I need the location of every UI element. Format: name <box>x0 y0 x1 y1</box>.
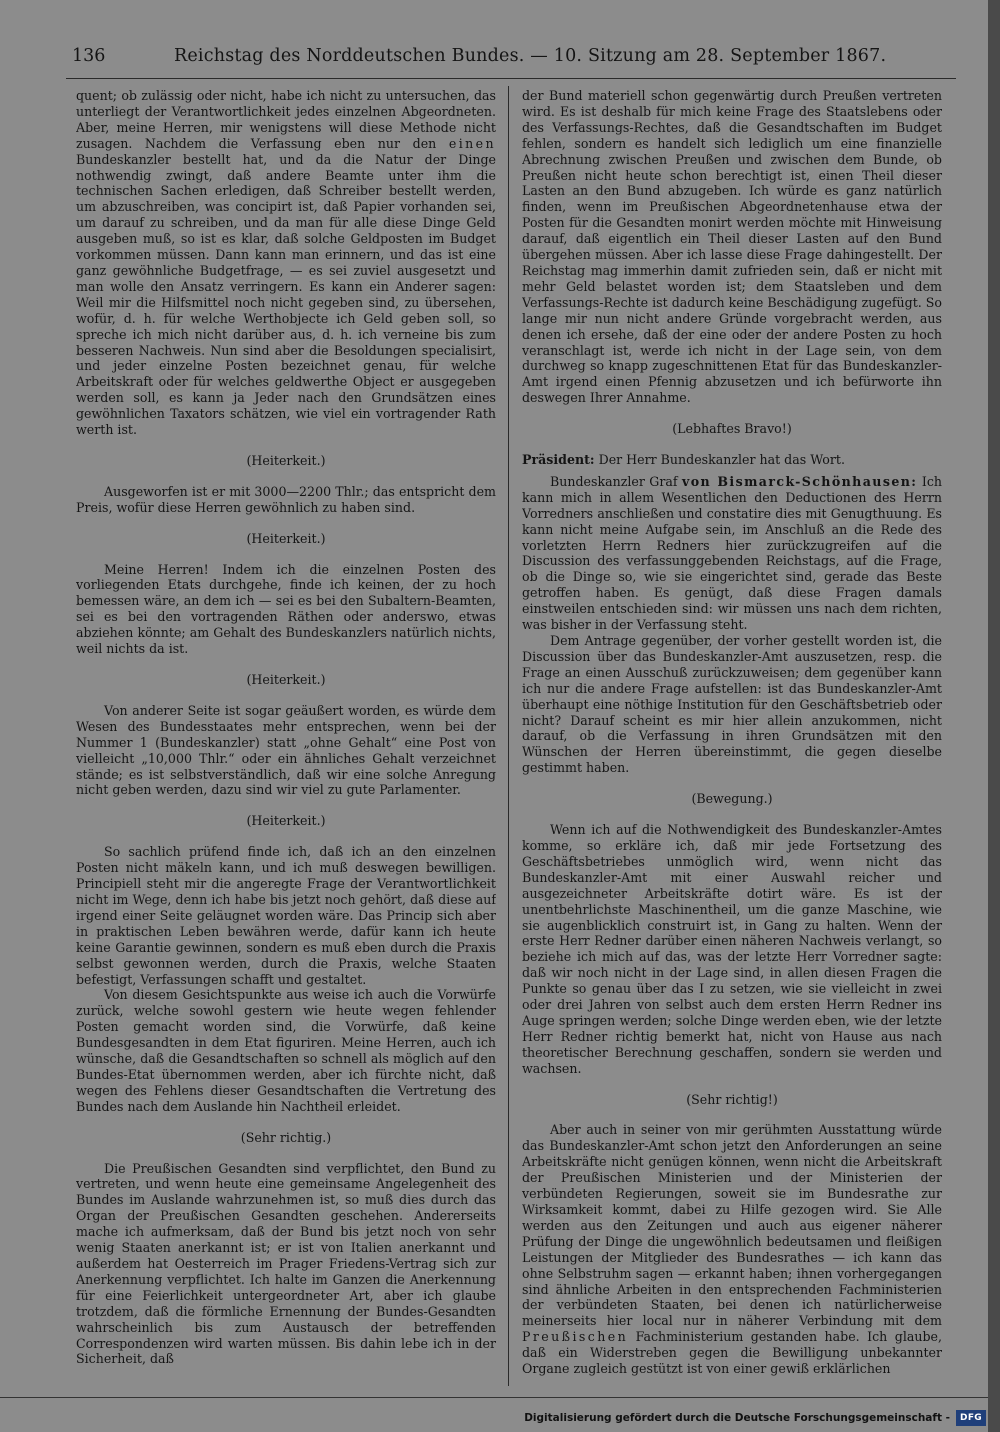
scan-right-edge <box>988 0 1000 1432</box>
paragraph: Dem Antrage gegenüber, der vorher gestellt worden ist, die Discussion über das Bundeskanzler-Amt auszusetzen, resp. die Frage an einen Ausschuß zurückzuweisen; dem gegenüber kann ich nur die andere Frage aufstellen: ist das Bundeskanzler-Amt überhaupt eine nöthige Institution für den Geschäftsbetrieb oder nicht? Darauf scheint es mir hier allein anzukommen, nicht darauf, ob die Verfassung in ihren Grundsätzen mit den Wünschen der Herren übereinstimmt, die gegen dieselbe gestimmt haben. <box>522 633 942 776</box>
interjection: (Heiterkeit.) <box>246 672 326 687</box>
interjection: (Lebhaftes Bravo!) <box>672 421 792 437</box>
paragraph: quent; ob zulässig oder nicht, habe ich nicht zu untersuchen, das unterliegt der Verantwortlichkeit jedes einzelnen Abgeordneten. Aber, meine Herren, mir wenigstens will diese Methode nicht zusagen. Nachdem die Verfassung eben nur den einen Bundeskanzler bestellt hat, und da die Natur der Dinge nothwendig zwingt, daß andere Beamte unter ihm die technischen Sachen erledigen, daß Schreiber bestellt werden, um abzuschreiben, was concipirt ist, daß Papier vorhanden sei, um darauf zu schreiben, und da man für alle diese Dinge Geld ausgeben muß, so ist es klar, daß solche Geldposten im Budget vorkommen müssen. Dann kann man erinnern, und das ist eine ganz gewöhnliche Budgetfrage, — es sei zuviel ausgesetzt und man wolle den Ansatz verringern. Es kann ein Anderer sagen: Weil mir die Hilfsmittel noch nicht gegeben sind, zu übersehen, wofür, d. h. für welche Werthobjecte ich Geld geben soll, so spreche ich mich nicht darüber aus, d. h. ich verneine bis zum besseren Nachweis. Nun sind aber die Besoldungen specialisirt, und jeder einzelne Posten bezeichnet genau, für welche Arbeitskraft oder für welches geldwerthe Object er ausgegeben werden soll, es kann ja Jeder nach den Grundsätzen eines gewöhnlichen Taxators schätzen, wie viel ein vortragender Rath werth ist. <box>76 88 496 438</box>
speaker-name: von Bismarck-Schönhausen: <box>682 473 918 489</box>
paragraph: der Bund materiell schon gegenwärtig durch Preußen vertreten wird. Es ist deshalb für mich keine Frage des Staatslebens oder des Verfassungs-Rechtes, daß die Gesandtschaften im Budget fehlen, sondern es handelt sich lediglich um eine finanzielle Abrechnung zwischen Preußen und zwischen dem Bunde, ob Preußen nicht heute schon berechtigt ist, einen Theil dieser Lasten an den Bund abzugeben. Ich würde es ganz natürlich finden, wenn im Preußischen Abgeordnetenhause etwa der Posten für die Gesandten monirt werden möchte mit Hinweisung darauf, daß eigentlich ein Theil dieser Lasten auf den Bund übergehen müssen. Aber ich lasse diese Frage dahingestellt. Der Reichstag mag immerhin damit zufrieden sein, daß er nicht mit mehr Geld belastet worden ist; dem Staatsleben und dem Verfassungs-Rechte ist dadurch keine Beschädigung zugefügt. So lange mir nun nicht andere Gründe vorgebracht werden, aus denen ich ersehe, daß der eine oder der andere Posten zu hoch veranschlagt ist, werde ich nicht in der Lage sein, von dem durchweg so knapp zugeschnittenen Etat für das Bundeskanzler-Amt irgend einen Pfennig abzusetzen und ich befürworte ihn deswegen Ihrer Annahme. <box>522 88 942 406</box>
speaker-name: Präsident: <box>522 452 595 468</box>
paragraph: Die Preußischen Gesandten sind verpflichtet, den Bund zu vertreten, und wenn heute eine gemeinsame Angelegenheit des Bundes im Auslande wahrzunehmen ist, so muß dies durch das Organ der Preußischen Gesandten geschehen. Andererseits mache ich aufmerksam, daß der Bund bis jetzt noch von sehr wenig Staaten anerkannt ist; er ist von Italien anerkannt und außerdem hat Oesterreich im Prager Friedens-Vertrag sich zur Anerkennung verpflichtet. Ich halte im Ganzen die Anerkennung für eine Feierlichkeit untergeordneter Art, aber ich glaube trotzdem, daß die förmliche Ernennung der Bundes-Gesandten wahrscheinlich bis zum Austausch der betreffenden Correspondenzen wird warten müssen. Bis dahin lebe ich in der Sicherheit, daß <box>76 1160 496 1367</box>
running-title: Reichstag des Norddeutschen Bundes. — 10. Sitzung am 28. September 1867. <box>174 46 887 66</box>
left-column <box>76 88 496 1386</box>
paragraph: Von diesem Gesichtspunkte aus weise ich auch die Vorwürfe zurück, welche sowohl gestern wie heute wegen fehlender Posten gemacht worden sind, die Vorwürfe, daß keine Bundesgesandten in dem Etat figuriren. Meine Herren, auch ich wünsche, daß die Gesandtschaften so schnell als möglich auf den Bundes-Etat übernommen werden, aber ich fürchte nicht, daß wegen des Fehlens dieser Gesandtschaften die Vertretung des Bundes nach dem Auslande hin Nachtheil erleidet. <box>76 987 496 1114</box>
interjection: (Heiterkeit.) <box>246 530 326 546</box>
paragraph: Aber auch in seiner von mir gerühmten Ausstattung würde das Bundeskanzler-Amt schon jetzt den Anforderungen an seine Arbeitskräfte nicht genügen können, wenn nicht die Arbeitskraft der Preußischen Ministerien und der Ministerien der verbündeten Regierungen, soweit sie im Bundesrathe zur Wirksamkeit kommt, dabei zu Hilfe gezogen wird. Sie Alle werden aus den Zeitungen und auch aus eigener näherer Prüfung der Dinge die ungewöhnlich bedeutsamen und fleißigen Leistungen der Mitglieder des Bundesrathes — ich kann das ohne Selbstruhm sagen — erkannt haben; ihnen vorhergegangen sind ähnliche Arbeiten in den entsprechenden Fachministerien der verbündeten Staaten, bei denen ich natürlicherweise meinerseits hier local nur in näherer Verbindung mit dem Preußischen Fachministerium gestanden habe. Ich glaube, daß ein Widerstreben gegen die Bewilligung unbekannter Organe zugleich gestützt ist von einer gewiß erklärlichen <box>522 1122 942 1377</box>
interjection: (Sehr richtig!) <box>686 1091 778 1107</box>
page-number: 136 <box>72 46 106 66</box>
header-rule <box>66 78 956 79</box>
speaker-paragraph: Bundeskanzler Graf von Bismarck-Schönhausen: Ich kann mich in allem Wesentlichen den Deductionen des Herrn Vorredners anschließen und constatire dies mit Genugthuung. Es kann nicht meine Aufgabe sein, im Anschluß an die Rede des vorletzten Herrn Redners hier zurückzugreifen auf die Discussion des verfassunggebenden Reichstags, auf die Frage, ob die Dinge so, wie sie eingerichtet sind, gerade das Beste getroffen haben. Es genügt, daß diese Fragen damals einstweilen entschieden sind: wir müssen uns nach dem richten, was bisher in der Verfassung steht. <box>522 473 942 633</box>
speaker-paragraph: Präsident: Der Herr Bundeskanzler hat das Wort. <box>522 452 845 468</box>
emphasis: Preußischen <box>522 1329 629 1345</box>
dfg-logo: DFG <box>956 1410 986 1426</box>
digitization-credit: Digitalisierung gefördert durch die Deutsche Forschungsgemeinschaft - <box>524 1412 950 1424</box>
paragraph: Wenn ich auf die Nothwendigkeit des Bundeskanzler-Amtes komme, so erkläre ich, daß mir jede Fortsetzung des Geschäftsbetriebes unmöglich wird, wenn nicht das Bundeskanzler-Amt mit einer Auswahl reicher und ausgezeichneter Arbeitskräfte dotirt wäre. Es ist der unentbehrlichste Maschinentheil, um die ganze Maschine, wie sie augenblicklich construirt ist, in Gang zu halten. Wenn der erste Herr Redner darüber einen näheren Nachweis verlangt, so beziehe ich mich auf das, was der letzte Herr Vorredner sagte: daß wir noch nicht in der Lage sind, in allen diesen Fragen die Punkte so genau über das I zu setzen, wie sie vielleicht in zwei oder drei Jahren von selbst auch dem ersten Herrn Redner ins Auge springen werden; solche Dinge werden eben, wie der letzte Herr Redner richtig bemerkt hat, nicht von Hause aus nach theoretischer Berechnung geschaffen, sondern sie werden und wachsen. <box>522 822 942 1076</box>
footer-rule <box>0 1397 988 1398</box>
column-divider <box>508 86 509 1386</box>
paragraph: So sachlich prüfend finde ich, daß ich an den einzelnen Posten nicht mäkeln kann, und ich muß deswegen bewilligen. Principiell steht mir die angeregte Frage der Verantwortlichkeit nicht im Wege, denn ich habe bis jetzt noch gehört, daß diese auf irgend einer Seite geläugnet worden wäre. Das Princip sich aber in praktischen Leben bewähren werde, dafür kann ich heute keine Garantie gewinnen, sondern es muß eben durch die Praxis selbst gewonnen werden, durch die Praxis, welche Staaten befestigt, Verfassungen schafft und gestaltet. <box>76 844 496 987</box>
paragraph: Von anderer Seite ist sogar geäußert worden, es würde dem Wesen des Bundesstaates mehr entsprechen, wenn bei der Nummer 1 (Bundeskanzler) statt „ohne Gehalt“ eine Post von vielleicht „10,000 Thlr.“ oder ein ähnliches Gehalt verzeichnet stände; es ist selbstverständlich, daß wir eine solche Anregung nicht geben werden, dazu sind wir viel zu gute Parlamenter. <box>76 702 496 798</box>
paragraph: Ausgeworfen ist er mit 3000—2200 Thlr.; das entspricht dem Preis, wofür diese Herren gewöhnlich zu haben sind. <box>76 483 496 515</box>
page-header <box>72 46 952 74</box>
interjection: (Heiterkeit.) <box>246 452 326 468</box>
right-column <box>522 88 942 1386</box>
paragraph: Meine Herren! Indem ich die einzelnen Posten des vorliegenden Etats durchgehe, finde ich keinen, der zu hoch bemessen wäre, an dem ich — sei es bei den Subaltern-Beamten, sei es bei den vortragenden Räthen oder anderswo, etwas abziehen könnte; am Gehalt des Bundeskanzlers natürlich nichts, weil nichts da ist. <box>76 561 496 657</box>
interjection: (Heiterkeit.) <box>246 813 326 829</box>
interjection: (Bewegung.) <box>691 791 773 807</box>
interjection: (Sehr richtig.) <box>240 1129 332 1145</box>
emphasis: einen <box>448 135 496 151</box>
